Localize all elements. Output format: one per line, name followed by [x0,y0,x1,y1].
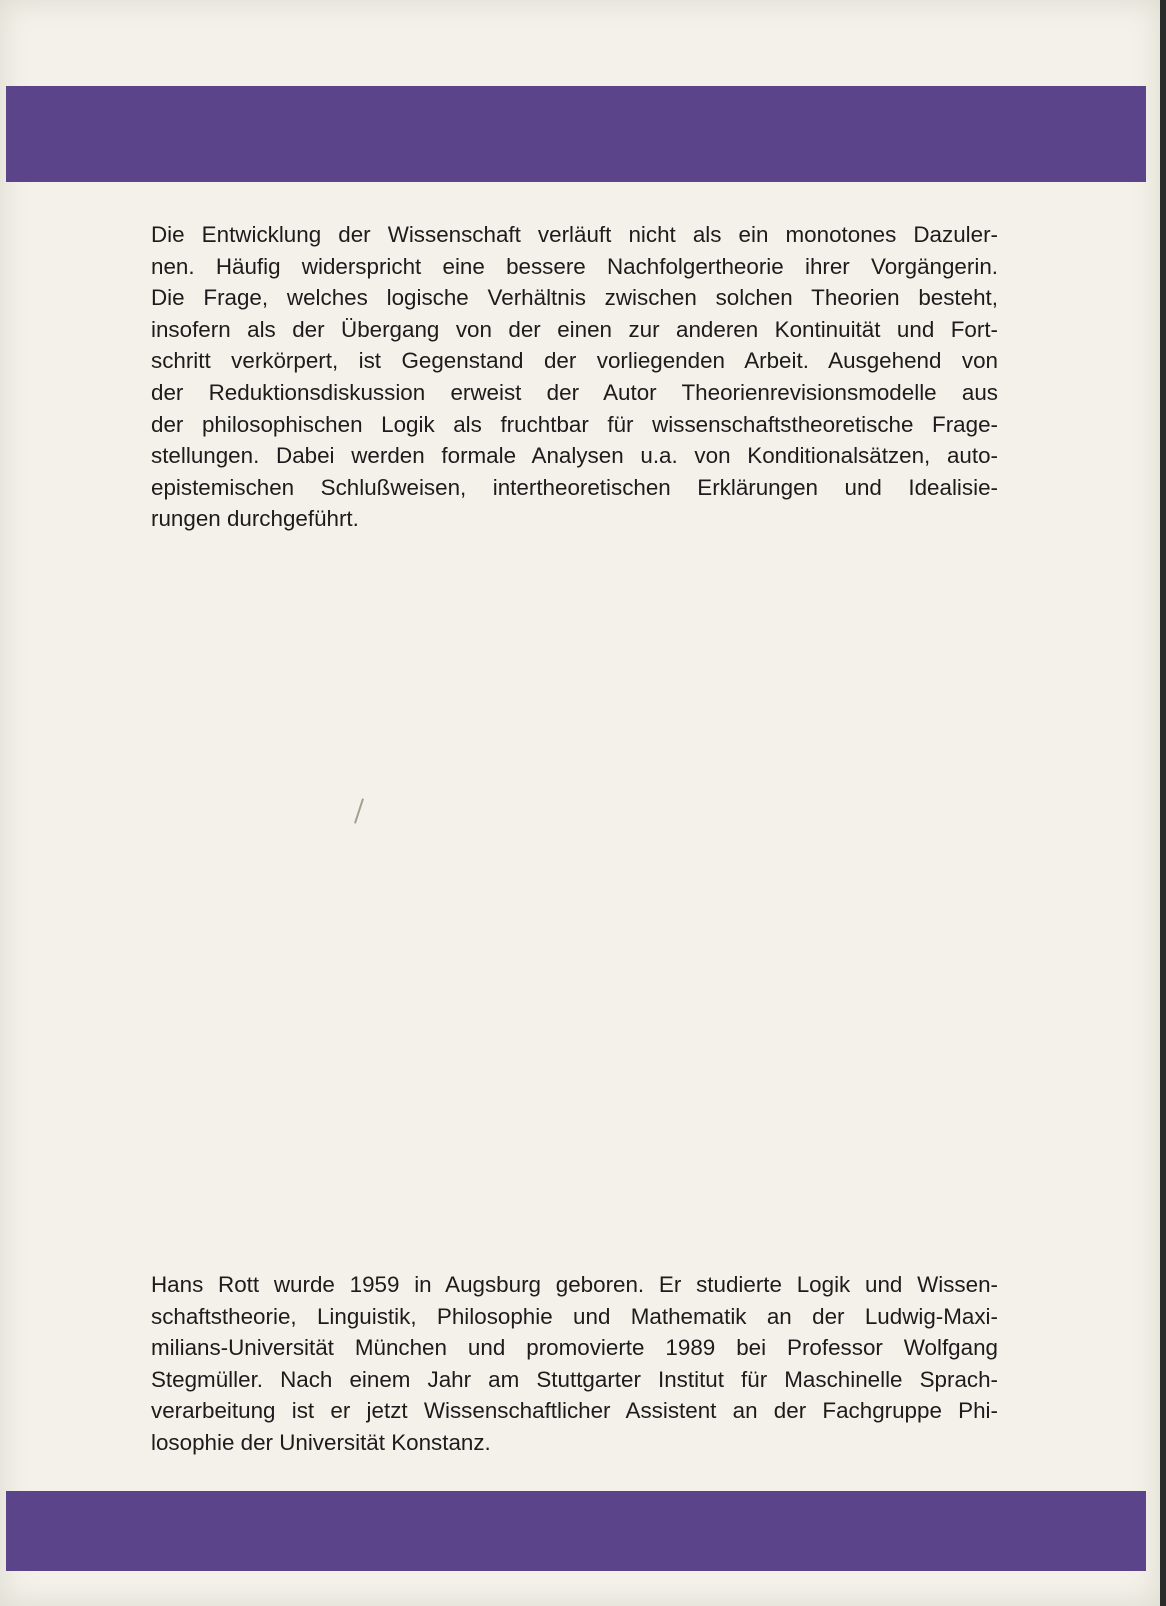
summary-line: der Reduktionsdiskussion erweist der Autor Theorienrevisionsmodelle aus [151,379,998,405]
bottom-color-band [6,1491,1146,1571]
book-summary [151,219,998,535]
summary-line: nen. Häufig widerspricht eine bessere Nachfolgertheorie ihrer Vorgängerin. [151,253,998,279]
summary-line: rungen durchgeführt. [151,506,359,532]
summary-line: stellungen. Dabei werden formale Analysen u.a. von Konditionalsätzen, auto- [151,443,998,469]
top-color-band [6,86,1146,182]
summary-line: insofern als der Übergang von der einen zur anderen Kontinuität und Fort- [151,316,998,342]
bio-line: schaftstheorie, Linguistik, Philosophie und Mathematik an der Ludwig-Maxi- [151,1303,998,1329]
bio-line: Hans Rott wurde 1959 in Augsburg geboren. Er studierte Logik und Wissen- [151,1272,998,1297]
summary-line: schritt verkörpert, ist Gegenstand der vorliegenden Arbeit. Ausgehend von [151,348,998,374]
author-biography [151,1269,998,1459]
summary-line: epistemischen Schlußweisen, intertheoretischen Erklärungen und Idealisie- [151,474,998,500]
bio-line: verarbeitung ist er jetzt Wissenschaftlicher Assistent an der Fachgruppe Phi- [151,1398,998,1424]
bio-line: Stegmüller. Nach einem Jahr am Stuttgarter Institut für Maschinelle Sprach- [151,1366,998,1392]
scan-background-edge [1160,0,1166,1606]
paper-scuff-mark [354,798,364,823]
bio-line: losophie der Universität Konstanz. [151,1429,491,1455]
bio-line: milians-Universität München und promovierte 1989 bei Professor Wolfgang [151,1335,998,1361]
summary-line: der philosophischen Logik als fruchtbar für wissenschaftstheoretische Frage- [151,411,998,437]
summary-line: Die Frage, welches logische Verhältnis zwischen solchen Theorien besteht, [151,285,998,311]
summary-line: Die Entwicklung der Wissenschaft verläuft nicht als ein monotones Dazuler- [151,222,998,247]
